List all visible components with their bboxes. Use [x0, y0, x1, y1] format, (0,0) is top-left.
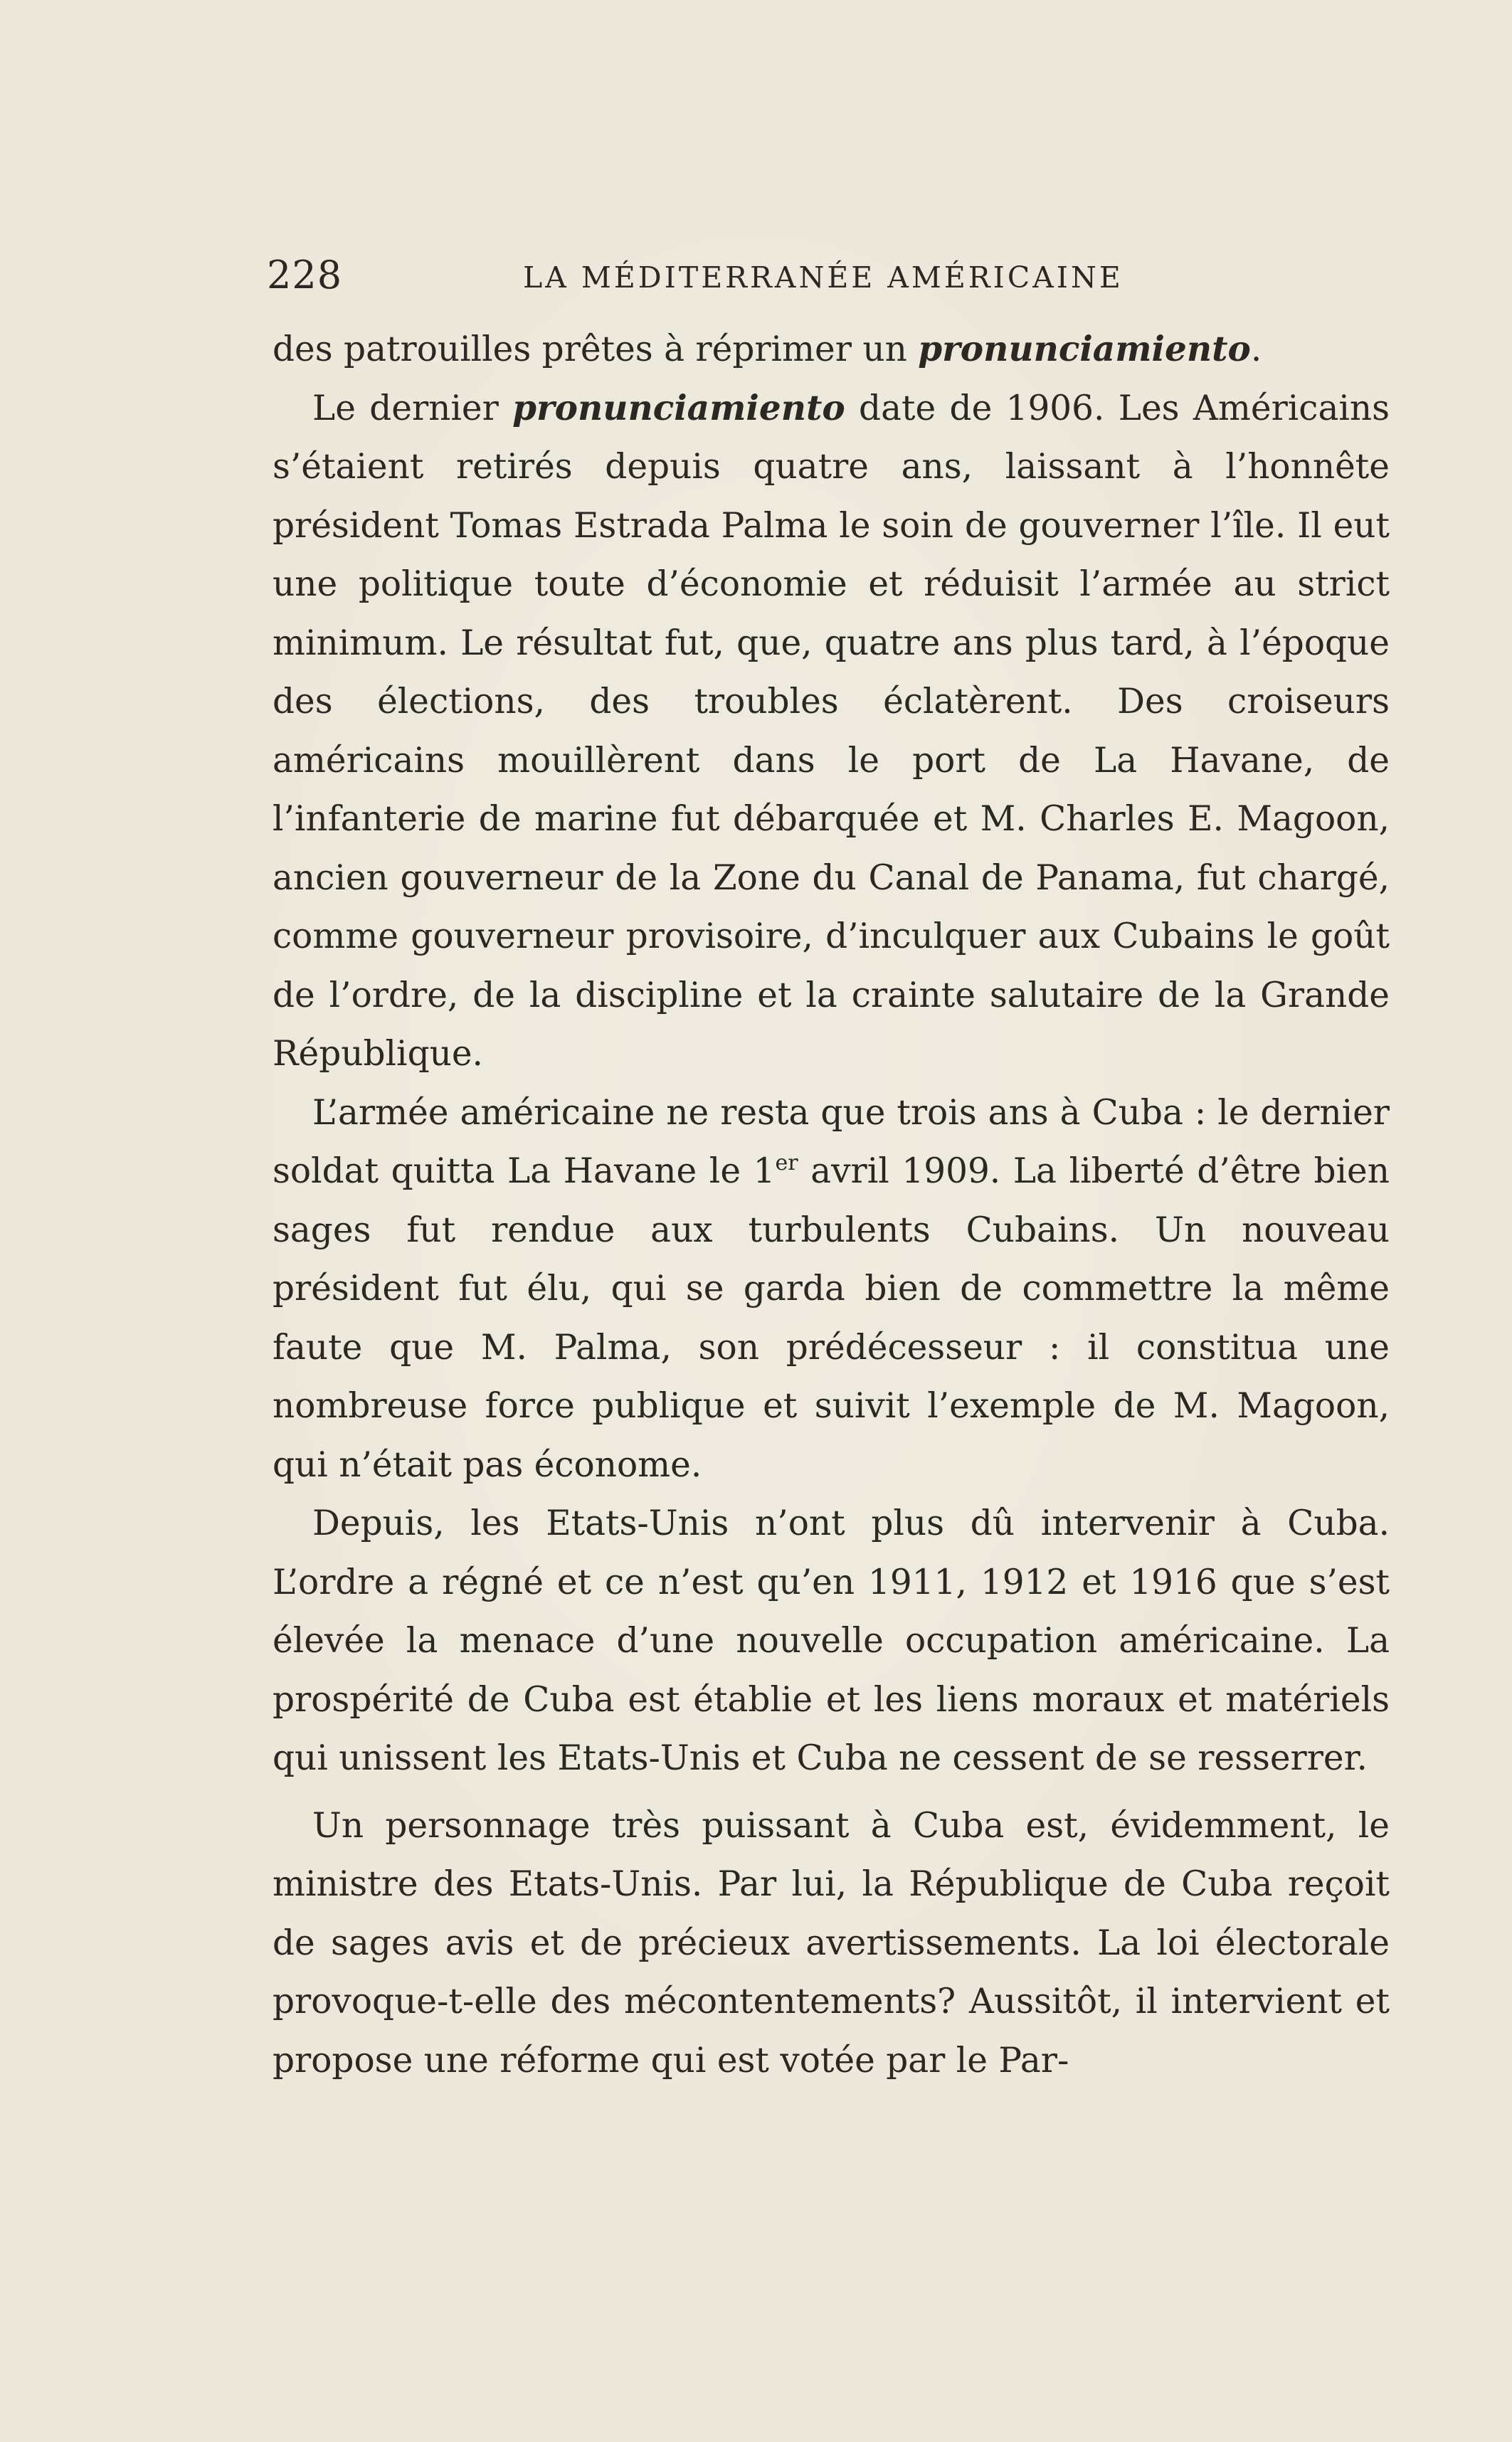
text-run: L’armée américaine ne resta que trois ans à Cuba : le dernier soldat quitta La Havane le 1 [273, 1092, 1390, 1191]
text-run: date de 1906. Les Américains s’étaient retirés depuis quatre ans, laissant à l’honnête président Tomas Estrada Palma le soin de gouverner l’île. Il eut une politique toute d’économie et réduisit l’armée au strict minimum. Le résultat fut, que, quatre ans plus tard, à l’époque des élections, des troubles éclatèrent. Des croiseurs américains mouillèrent dans le port de La Havane, de l’infanterie de marine fut débarquée et M. Charles E. Magoon, ancien gouverneur de la Zone du Canal de Panama, fut chargé, comme gouverneur provisoire, d’inculquer aux Cubains le goût de l’ordre, de la discipline et la crainte salutaire de la Grande République. [273, 388, 1390, 1074]
italic-term: pronunciamiento [918, 329, 1251, 369]
text-run: avril 1909. La liberté d’être bien sages fut rendue aux turbulents Cubains. Un nouveau président fut élu, qui se garda bien de commettre la même faute que M. Palma, son prédécesseur : il constitua une nombreuse force publique et suivit l’exemple de M. Magoon, qui n’était pas économe. [273, 1151, 1390, 1485]
text-run: . [1250, 329, 1262, 369]
paragraph [273, 320, 1390, 379]
text-run: Le dernier [312, 388, 513, 428]
text-run: Un personnage très puissant à Cuba est, évidemment, le ministre des Etats-Unis. Par lui, la République de Cuba reçoit de sages avis et de précieux avertissements. La loi électorale provoque-t-elle des mécontentements? Aussitôt, il intervient et propose une réforme qui est votée par le Par- [273, 1805, 1390, 2081]
page-header [267, 250, 1391, 300]
italic-term: pronunciamiento [512, 387, 845, 428]
body-text [273, 320, 1390, 2090]
paragraph [273, 1797, 1390, 2090]
page-number: 228 [267, 253, 343, 297]
running-title: LA MÉDITERRANÉE AMÉRICAINE [523, 260, 1124, 295]
paragraph [273, 1084, 1390, 1495]
paragraph [273, 1494, 1390, 1788]
text-run: des patrouilles prêtes à réprimer un [273, 329, 919, 369]
text-run: Depuis, les Etats-Unis n’ont plus dû intervenir à Cuba. L’ordre a régné et ce n’est qu’en 1911, 1912 et 1916 que s’est élevée la menace d’une nouvelle occupation américaine. La prospérité de Cuba est établie et les liens moraux et matériels qui unissent les Etats-Unis et Cuba ne cessent de se resserrer. [273, 1503, 1390, 1778]
superscript: er [775, 1151, 798, 1175]
paragraph [273, 379, 1390, 1084]
